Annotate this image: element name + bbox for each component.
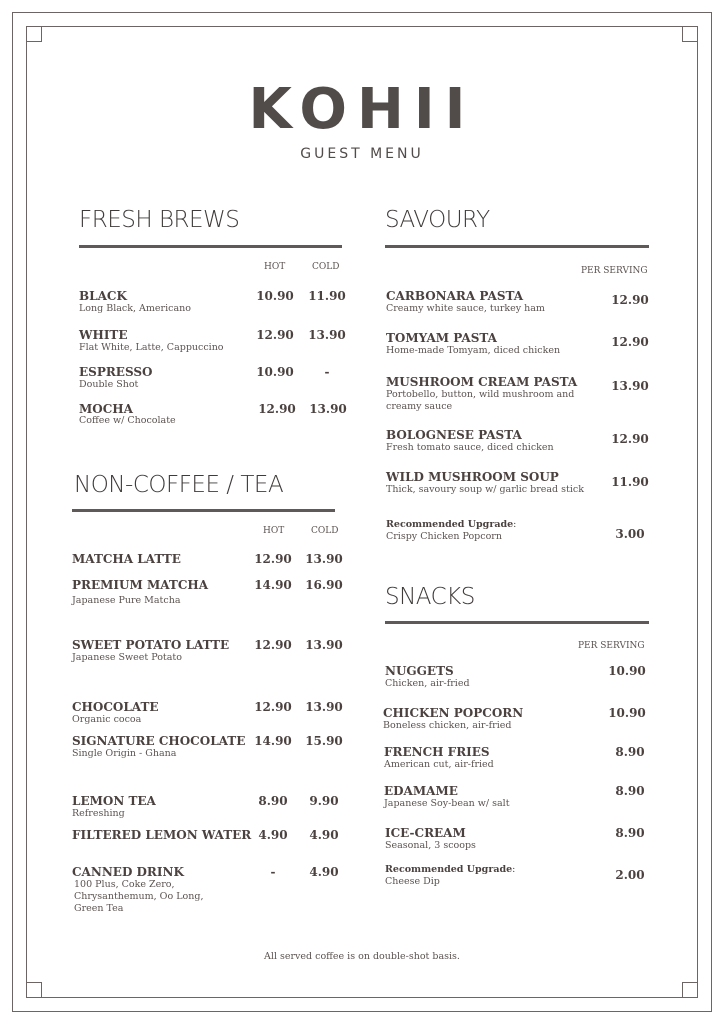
price-cold: 13.90 — [308, 328, 346, 342]
section-rule — [79, 245, 342, 248]
item-name: WILD MUSHROOM SOUP — [386, 470, 559, 484]
item-description: Thick, savoury soup w/ garlic bread stick — [386, 484, 584, 495]
item-description: Double Shot — [79, 379, 139, 390]
corner-ornament-bottom-left — [26, 982, 42, 998]
item-description: Home-made Tomyam, diced chicken — [386, 345, 561, 356]
item-name: TOMYAM PASTA — [386, 331, 497, 345]
column-header-per-serving: PER SERVING — [578, 641, 645, 651]
item-name: SWEET POTATO LATTE — [72, 638, 230, 652]
price-hot: - — [270, 865, 276, 879]
price-hot: 12.90 — [258, 402, 296, 416]
item-description: 100 Plus, Coke Zero, Chrysanthemum, Oo Long, Green Tea — [74, 879, 204, 914]
price-hot: 14.90 — [254, 578, 292, 592]
item-name: ESPRESSO — [79, 365, 153, 379]
price-hot: 12.90 — [254, 700, 292, 714]
section-title-snacks: SNACKS — [385, 584, 475, 610]
item-name: FRENCH FRIES — [384, 745, 490, 759]
item-description: Organic cocoa — [72, 714, 142, 725]
item-description: Chicken, air-fried — [385, 678, 470, 689]
section-rule — [385, 621, 649, 624]
price-cold: 13.90 — [305, 638, 343, 652]
corner-ornament-top-right — [682, 26, 698, 42]
brand-title: KOHII — [248, 77, 476, 142]
price-hot: 12.90 — [256, 328, 294, 342]
item-description: American cut, air-fried — [384, 759, 494, 770]
item-name: FILTERED LEMON WATER — [72, 828, 252, 842]
item-name: BOLOGNESE PASTA — [386, 428, 522, 442]
price-per-serving: 11.90 — [611, 475, 649, 489]
section-title-non-coffee-tea: NON-COFFEE / TEA — [74, 472, 284, 498]
corner-ornament-bottom-right — [682, 982, 698, 998]
corner-ornament-top-left — [26, 26, 42, 42]
column-header-cold: COLD — [312, 262, 340, 272]
item-name: SIGNATURE CHOCOLATE — [72, 734, 246, 748]
price-per-serving: 12.90 — [611, 335, 649, 349]
price-per-serving: 3.00 — [615, 527, 645, 541]
price-cold: 13.90 — [305, 552, 343, 566]
item-name: CHICKEN POPCORN — [383, 706, 524, 720]
item-description: Flat White, Latte, Cappuccino — [79, 342, 224, 353]
item-name: BLACK — [79, 289, 127, 303]
price-per-serving: 8.90 — [615, 826, 645, 840]
item-name: WHITE — [79, 328, 128, 342]
column-header-hot: HOT — [263, 526, 285, 536]
item-name: CHOCOLATE — [72, 700, 159, 714]
upgrade-label: Recommended Upgrade: — [386, 519, 517, 530]
price-cold: 13.90 — [305, 700, 343, 714]
item-description: Portobello, button, wild mushroom and creamy sauce — [386, 389, 575, 412]
price-per-serving: 12.90 — [611, 432, 649, 446]
price-hot: 4.90 — [258, 828, 288, 842]
item-name: LEMON TEA — [72, 794, 156, 808]
item-description: Coffee w/ Chocolate — [79, 415, 176, 426]
item-description: Fresh tomato sauce, diced chicken — [386, 442, 554, 453]
column-header-hot: HOT — [264, 262, 286, 272]
upgrade-description: Cheese Dip — [385, 876, 440, 887]
price-cold: 4.90 — [309, 828, 339, 842]
menu-subtitle: GUEST MENU — [300, 146, 424, 162]
column-header-cold: COLD — [311, 526, 339, 536]
price-cold: 13.90 — [309, 402, 347, 416]
item-name: EDAMAME — [384, 784, 458, 798]
price-per-serving: 13.90 — [611, 379, 649, 393]
price-hot: 12.90 — [254, 638, 292, 652]
item-name: NUGGETS — [385, 664, 454, 678]
item-description: Japanese Pure Matcha — [72, 595, 181, 606]
inner-border — [26, 26, 698, 998]
price-cold: 15.90 — [305, 734, 343, 748]
upgrade-label: Recommended Upgrade: — [385, 864, 516, 875]
item-description: Boneless chicken, air-fried — [383, 720, 512, 731]
column-header-per-serving: PER SERVING — [581, 266, 648, 276]
section-rule — [385, 245, 649, 248]
item-description: Japanese Sweet Potato — [72, 652, 182, 663]
price-hot: 10.90 — [256, 289, 294, 303]
price-per-serving: 2.00 — [615, 868, 645, 882]
item-name: CANNED DRINK — [72, 865, 184, 879]
price-hot: 8.90 — [258, 794, 288, 808]
item-description: Japanese Soy-bean w/ salt — [384, 798, 510, 809]
item-name: MATCHA LATTE — [72, 552, 181, 566]
price-per-serving: 10.90 — [608, 706, 646, 720]
footnote: All served coffee is on double-shot basis. — [264, 951, 460, 962]
price-cold: 16.90 — [305, 578, 343, 592]
price-per-serving: 8.90 — [615, 745, 645, 759]
item-name: MUSHROOM CREAM PASTA — [386, 375, 578, 389]
item-description: Single Origin - Ghana — [72, 748, 177, 759]
section-title-savoury: SAVOURY — [385, 207, 490, 233]
price-cold: - — [324, 365, 330, 379]
item-description: Creamy white sauce, turkey ham — [386, 303, 545, 314]
item-description: Long Black, Americano — [79, 303, 191, 314]
section-rule — [72, 509, 335, 512]
price-per-serving: 12.90 — [611, 293, 649, 307]
item-description: Seasonal, 3 scoops — [385, 840, 476, 851]
item-name: CARBONARA PASTA — [386, 289, 524, 303]
price-cold: 4.90 — [309, 865, 339, 879]
item-description: Refreshing — [72, 808, 125, 819]
section-title-fresh-brews: FRESH BREWS — [79, 207, 240, 233]
price-hot: 14.90 — [254, 734, 292, 748]
price-cold: 9.90 — [309, 794, 339, 808]
item-name: PREMIUM MATCHA — [72, 578, 209, 592]
item-name: ICE-CREAM — [385, 826, 466, 840]
price-hot: 10.90 — [256, 365, 294, 379]
price-per-serving: 8.90 — [615, 784, 645, 798]
price-hot: 12.90 — [254, 552, 292, 566]
upgrade-description: Crispy Chicken Popcorn — [386, 531, 502, 542]
item-name: MOCHA — [79, 402, 133, 416]
price-per-serving: 10.90 — [608, 664, 646, 678]
price-cold: 11.90 — [308, 289, 346, 303]
